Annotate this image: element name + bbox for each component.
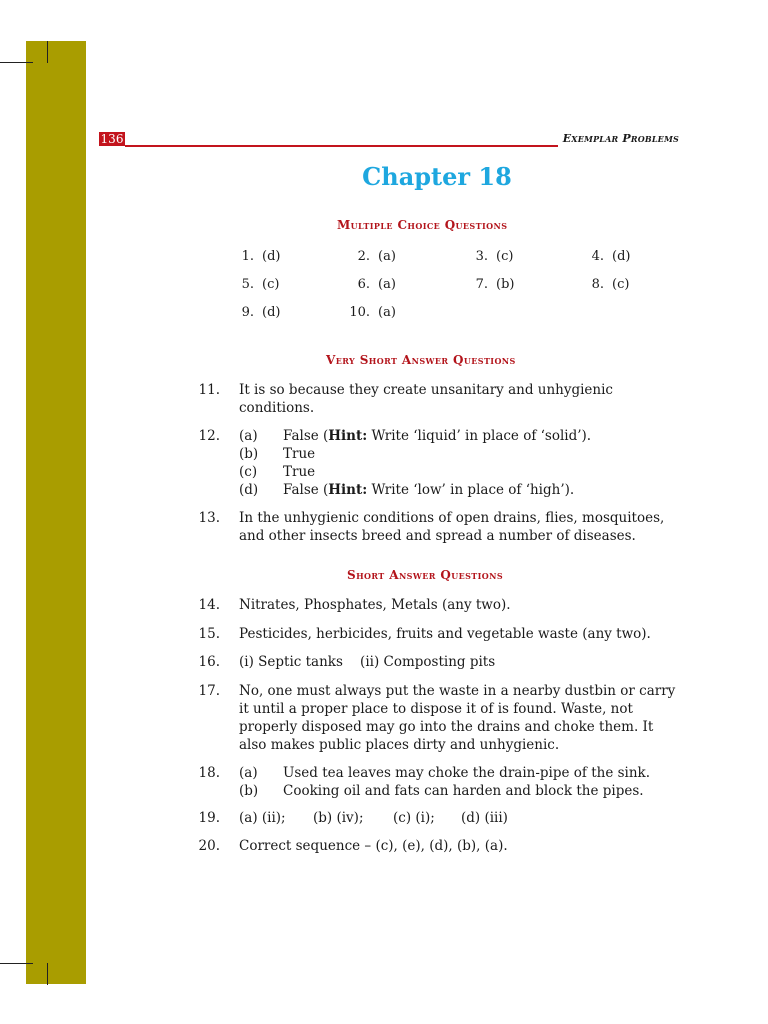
answer-13: 13. In the unhygienic conditions of open drains, flies, mosquitoes, and other insects breed and spread a number of diseases.	[198, 510, 665, 544]
crop-mark-top-vertical	[47, 41, 48, 63]
mcq-answer: 10. (a)	[349, 305, 396, 320]
mcq-answer: 6. (a)	[357, 277, 396, 292]
answer-17: 17. No, one must always put the waste in a nearby dustbin or carry it until a proper place to dispose it of is found. Waste, not properly disposed may go into the drains and choke them. It also makes public places dirty and unhygienic.	[198, 683, 676, 753]
mcq-answer: 7. (b)	[475, 277, 515, 292]
answer-15: 15. Pesticides, herbicides, fruits and vegetable waste (any two).	[198, 626, 651, 642]
answer-12-b: (b) True	[239, 446, 316, 462]
answer-12-c: (c) True	[239, 464, 316, 480]
crop-mark-top	[0, 62, 33, 63]
answer-16: 16. (i) Septic tanks (ii) Composting pits	[198, 654, 496, 670]
mcq-answer: 3. (c)	[475, 249, 514, 264]
answer-11: 11. It is so because they create unsanitary and unhygienic conditions.	[198, 382, 613, 416]
answer-18-a: (a) Used tea leaves may choke the drain-pipe of the sink.	[239, 765, 651, 781]
crop-mark-bottom	[0, 963, 33, 964]
answer-18: 18. (a) Used tea leaves may choke the drain-pipe of the sink. (b) Cooking oil and fats can harden and block the pipes.	[196, 764, 682, 800]
answer-19: 19. (a) (ii); (b) (iv); (c) (i); (d) (iii)	[198, 810, 508, 826]
book-title: Exemplar Problems	[562, 132, 679, 145]
mcq-answer: 8. (c)	[591, 277, 630, 292]
answer-12-d: (d) False (Hint: Write ‘low’ in place of ‘high’).	[239, 482, 575, 498]
crop-mark-bottom-vertical	[47, 963, 48, 985]
mcq-answer: 1. (d)	[241, 249, 281, 264]
chapter-title: Chapter 18	[362, 162, 512, 191]
section-heading-short: Short Answer Questions	[347, 568, 503, 582]
mcq-answer: 5. (c)	[241, 277, 280, 292]
section-heading-very-short: Very Short Answer Questions	[326, 353, 516, 367]
answer-12: 12. (a) False (Hint: Write ‘liquid’ in place of ‘solid’). (b) True (c) True (d) False (Hint: Write ‘low’ in place of ‘high’).	[196, 427, 682, 499]
header-rule	[125, 145, 558, 147]
answer-20: 20. Correct sequence – (c), (e), (d), (b), (a).	[198, 838, 508, 854]
answer-12-a: (a) False (Hint: Write ‘liquid’ in place of ‘solid’).	[239, 428, 592, 444]
answer-14: 14. Nitrates, Phosphates, Metals (any two).	[198, 597, 511, 613]
answer-18-b: (b) Cooking oil and fats can harden and block the pipes.	[239, 783, 644, 799]
section-heading-mcq: Multiple Choice Questions	[337, 218, 508, 232]
mcq-answer: 9. (d)	[241, 305, 281, 320]
page-number: 136	[100, 132, 124, 146]
mcq-answer: 2. (a)	[357, 249, 396, 264]
mcq-answer: 4. (d)	[591, 249, 631, 264]
